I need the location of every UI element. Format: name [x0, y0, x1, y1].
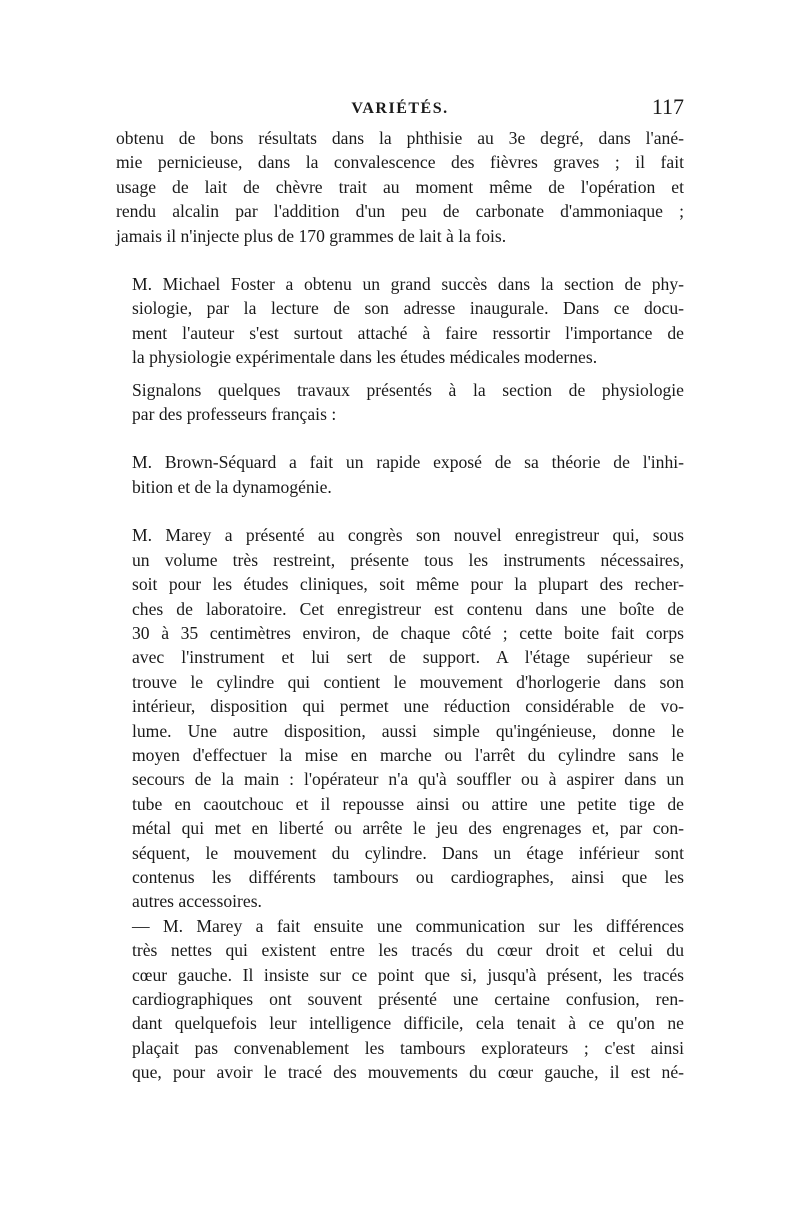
text-line: contenus les différents tambours ou cardiographes, ainsi que les [132, 866, 684, 887]
text-line: que, pour avoir le tracé des mouvements du cœur gauche, il est né- [132, 1062, 684, 1083]
text-line: par des professeurs français : [132, 404, 337, 425]
text-line: métal qui met en liberté ou arrête le jeu des engrenages et, par con- [132, 818, 684, 839]
page-number: 117 [651, 94, 684, 119]
text-line: — M. Marey a fait ensuite une communication sur les différences [132, 915, 684, 936]
text-line: mie pernicieuse, dans la convalescence des fièvres graves ; il fait [116, 152, 684, 173]
text-line: plaçait pas convenablement les tambours explorateurs ; c'est ainsi [132, 1037, 684, 1058]
text-line: cardiographiques ont souvent présenté une certaine confusion, ren- [132, 989, 684, 1009]
text-line: bition et de la dynamogénie. [132, 476, 332, 497]
text-line: autres accessoires. [132, 891, 262, 912]
text-line: obtenu de bons résultats dans la phthisie au 3e degré, dans l'ané- [116, 128, 684, 148]
text-line: M. Michael Foster a obtenu un grand succès dans la section de phy- [132, 274, 684, 295]
text-line: séquent, le mouvement du cylindre. Dans un étage inférieur sont [132, 842, 684, 863]
text-line: tube en caoutchouc et il repousse ainsi ou attire une petite tige de [132, 793, 684, 814]
text-line: ment l'auteur s'est surtout attaché à faire ressortir l'importance de [132, 322, 684, 343]
text-line: lume. Une autre disposition, aussi simple qu'ingénieuse, donne le [132, 720, 684, 741]
paragraph-marey-differences [116, 914, 684, 1085]
text-line: avec l'instrument et lui sert de support. A l'étage supérieur se [132, 647, 684, 668]
text-line: cœur gauche. Il insiste sur ce point que si, jusqu'à présent, les tracés [132, 964, 684, 985]
running-header [116, 92, 684, 126]
text-line: M. Marey a présenté au congrès son nouvel enregistreur qui, sous [132, 525, 684, 546]
text-line: M. Brown-Séquard a fait un rapide exposé de sa théorie de l'inhi- [132, 452, 684, 473]
text-line: jamais il n'injecte plus de 170 grammes de lait à la fois. [116, 225, 507, 246]
paragraph-marey-enregistreur [116, 523, 684, 914]
text-line: très nettes qui existent entre les tracés du cœur droit et celui du [132, 940, 684, 961]
text-line: ches de laboratoire. Cet enregistreur est contenu dans une boîte de [132, 598, 684, 619]
text-line: rendu alcalin par l'addition d'un peu de carbonate d'ammoniaque ; [116, 201, 684, 222]
book-page [116, 92, 684, 1085]
text-line: soit pour les études cliniques, soit même pour la plupart des recher- [132, 574, 684, 595]
text-line: la physiologie expérimentale dans les études médicales modernes. [132, 347, 598, 368]
text-line: intérieur, disposition qui permet une réduction considérable de vo- [132, 696, 684, 717]
text-line: usage de lait de chèvre trait au moment même de l'opération et [116, 176, 684, 197]
paragraph-brown-sequard [116, 450, 684, 499]
text-line: Signalons quelques travaux présentés à la section de physiologie [132, 379, 684, 400]
text-line: moyen d'effectuer la mise en marche ou l'arrêt du cylindre sans le [132, 744, 684, 765]
text-line: trouve le cylindre qui contient le mouvement d'horlogerie dans son [132, 671, 684, 692]
paragraph-foster [116, 272, 684, 370]
text-line: 30 à 35 centimètres environ, de chaque côté ; cette boite fait corps [132, 622, 684, 643]
text-line: siologie, par la lecture de son adresse inaugurale. Dans ce docu- [132, 298, 684, 319]
paragraph-signalons [116, 378, 684, 427]
running-title: VARIÉTÉS. [351, 100, 449, 117]
text-line: dant quelquefois leur intelligence difficile, cela tenait à ce qu'on ne [132, 1013, 684, 1034]
text-line: un volume très restreint, présente tous les instruments nécessaires, [132, 549, 684, 570]
paragraph-continuation [116, 126, 684, 248]
text-line: secours de la main : l'opérateur n'a qu'à souffler ou à aspirer dans un [132, 769, 684, 790]
